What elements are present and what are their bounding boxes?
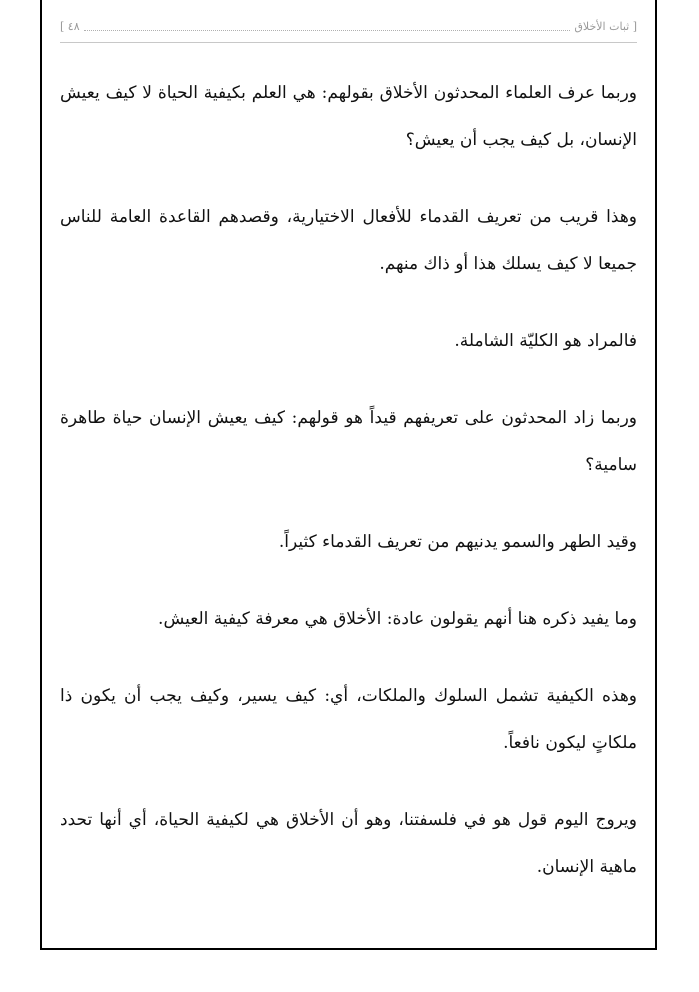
paragraph: وهذه الكيفية تشمل السلوك والملكات، أي: كيف يسير، وكيف يجب أن يكون ذا ملكاتٍ ليكون نافعاً. — [60, 686, 637, 753]
running-header — [60, 16, 637, 43]
paragraph: وربما زاد المحدثون على تعريفهم قيداً هو قولهم: كيف يعيش الإنسان حياة طاهرة سامية؟ — [60, 408, 637, 475]
book-title: [ ثبات الأخلاق — [574, 19, 637, 33]
paragraph: وما يفيد ذكره هنا أنهم يقولون عادة: الأخلاق هي معرفة كيفية العيش. — [158, 609, 637, 629]
paragraph: وهذا قريب من تعريف القدماء للأفعال الاختيارية، وقصدهم القاعدة العامة للناس جميعا لا كيف يسلك هذا أو ذاك منهم. — [60, 207, 637, 274]
document-page — [40, 0, 657, 950]
page-number: ٤٨ ] — [60, 19, 80, 33]
paragraph: وقيد الطهر والسمو يدنيهم من تعريف القدماء كثيراً. — [278, 532, 637, 552]
paragraph: فالمراد هو الكليّة الشاملة. — [454, 331, 637, 351]
page-body — [60, 70, 637, 921]
header-dot-leader — [84, 22, 571, 31]
paragraph: ويروج اليوم قول هو في فلسفتنا، وهو أن الأخلاق هي لكيفية الحياة، أي أنها تحدد ماهية الإنسان. — [60, 810, 637, 877]
paragraph: وربما عرف العلماء المحدثون الأخلاق بقولهم: هي العلم بكيفية الحياة لا كيف يعيش الإنسان، بل كيف يجب أن يعيش؟ — [60, 83, 637, 150]
